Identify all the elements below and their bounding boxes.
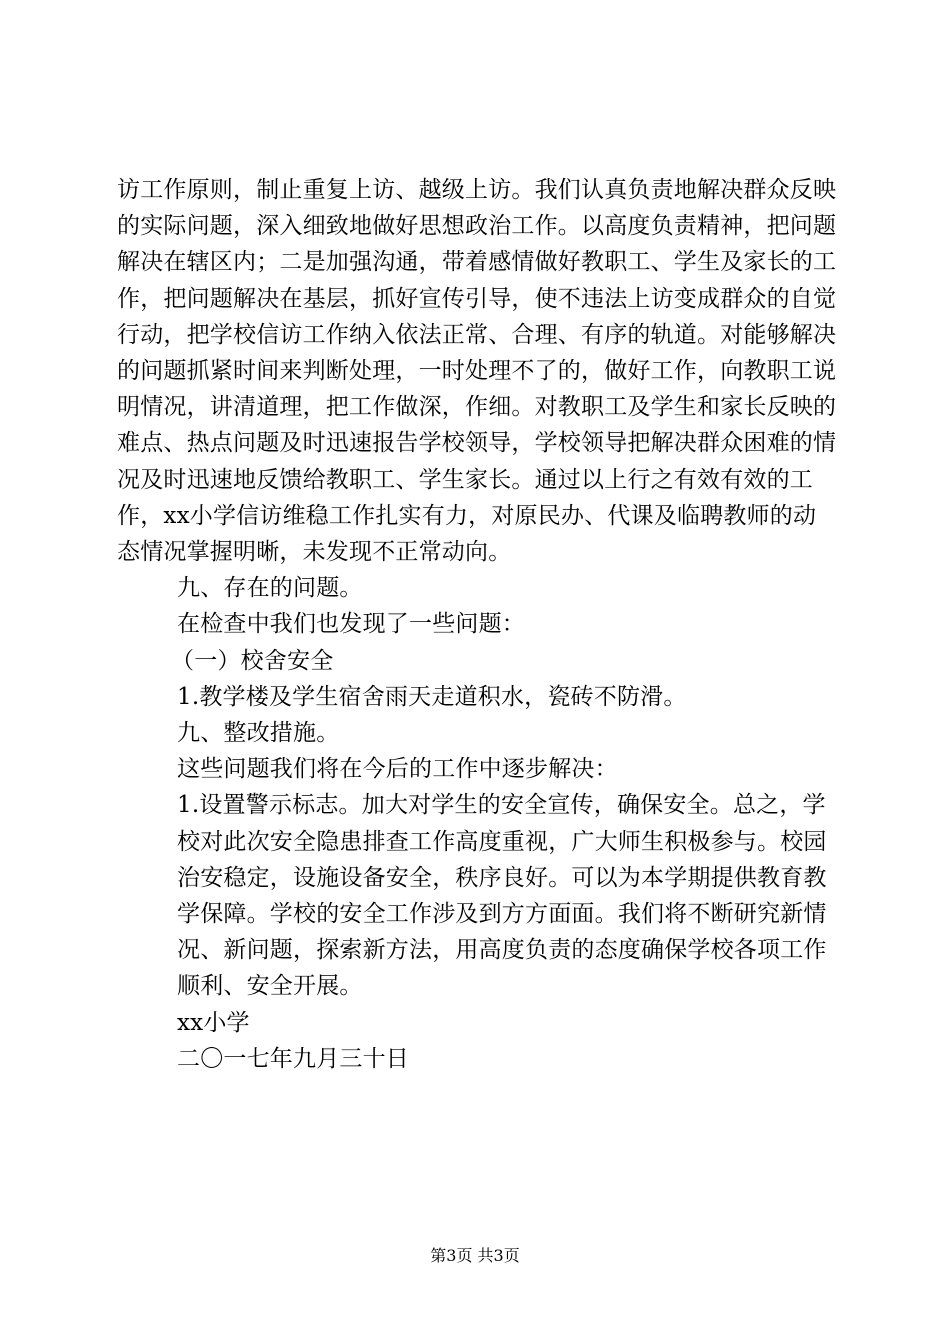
signature-school-name: xx小学 <box>177 1009 250 1036</box>
subheading-building-safety: （一）校舍安全 <box>171 647 334 674</box>
list-item-measure-1: 1.设置警示标志。加大对学生的安全宣传，确保安全。总之，学校对此次安全隐患排查工作高度重视，广大师生积极参与。校园治安稳定，设施设备安全，秩序良好。可以为本学期提供教育教学保障。学校的安全工作涉及到方方面面。我们将不断研究新情况、新问题，探索新方法，用高度负责的态度确保学校各项工作顺利、安全开展。 <box>177 792 827 1000</box>
document-body <box>117 172 837 1077</box>
page-number-footer: 第3页 共3页 <box>430 1246 520 1265</box>
list-item-problem-1: 1.教学楼及学生宿舍雨天走道积水，瓷砖不防滑。 <box>177 683 687 710</box>
signature-date: 二〇一七年九月三十日 <box>177 1045 409 1072</box>
paragraph-problems-intro: 在检查中我们也发现了一些问题： <box>177 611 525 638</box>
paragraph-petition-work: 访工作原则，制止重复上访、越级上访。我们认真负责地解决群众反映的实际问题，深入细致地做好思想政治工作。以高度负责精神，把问题解决在辖区内；二是加强沟通，带着感情做好教职工、学生及家长的工作，把问题解决在基层，抓好宣传引导，使不违法上访变成群众的自觉行动，把学校信访工作纳入依法正常、合理、有序的轨道。对能够解决的问题抓紧时间来判断处理，一时处理不了的，做好工作，向教职工说明情况，讲清道理，把工作做深，作细。对教职工及学生和家长反映的难点、热点问题及时迅速报告学校领导，学校领导把解决群众困难的情况及时迅速地反馈给教职工、学生家长。通过以上行之有效有效的工作，xx小学信访维稳工作扎实有力，对原民办、代课及临聘教师的动态情况掌握明晰，未发现不正常动向。 <box>117 177 837 566</box>
heading-rectification-measures: 九、整改措施。 <box>177 720 340 747</box>
heading-existing-problems: 九、存在的问题。 <box>177 575 363 602</box>
paragraph-measures-intro: 这些问题我们将在今后的工作中逐步解决： <box>177 756 618 783</box>
